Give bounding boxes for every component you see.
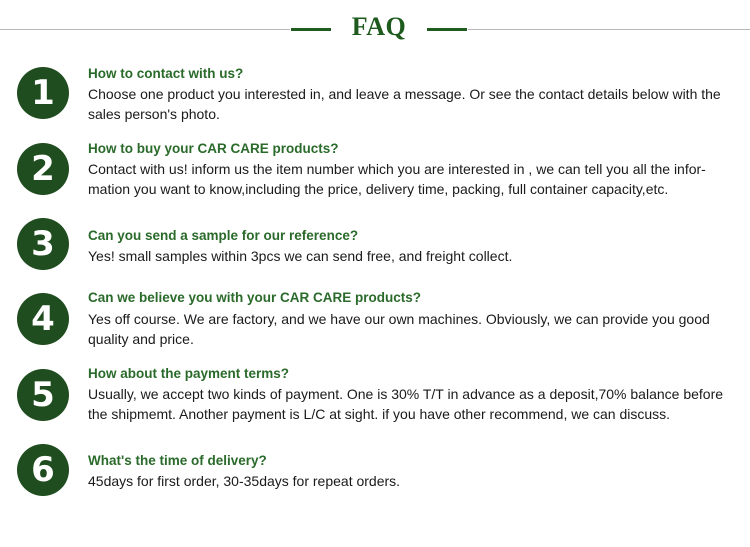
faq-header bbox=[0, 0, 750, 60]
header-accent-left bbox=[291, 28, 331, 31]
question-1: How to contact with us? bbox=[88, 66, 244, 81]
number-badge-6: 6 bbox=[17, 444, 69, 496]
answer-6: 45days for first order, 30-35days for repeat orders. bbox=[88, 473, 401, 489]
header-rule-left bbox=[0, 29, 290, 30]
header-rule-right bbox=[468, 29, 750, 30]
question-6: What's the time of delivery? bbox=[88, 453, 267, 468]
number-badge-5: 5 bbox=[17, 369, 69, 421]
question-2: How to buy your CAR CARE products? bbox=[88, 141, 339, 156]
header-accent-right bbox=[427, 28, 467, 31]
answer-1: Choose one product you interested in, and leave a message. Or see the contact details below with the sales person's photo. bbox=[88, 86, 721, 122]
question-4: Can we believe you with your CAR CARE products? bbox=[88, 290, 422, 305]
number-badge-2: 2 bbox=[17, 143, 69, 195]
number-badge-3: 3 bbox=[17, 218, 69, 270]
question-5: How about the payment terms? bbox=[88, 366, 290, 381]
answer-4: Yes off course. We are factory, and we have our own machines. Obviously, we can provide you good quality and price. bbox=[88, 311, 710, 347]
number-badge-4: 4 bbox=[17, 293, 69, 345]
page-title: FAQ bbox=[351, 12, 407, 41]
number-badge-1: 1 bbox=[17, 67, 69, 119]
answer-3: Yes! small samples within 3pcs we can send free, and freight collect. bbox=[88, 248, 513, 264]
answer-2: Contact with us! inform us the item number which you are interested in , we can tell you all the infor-mation you want to know,including the price, delivery time, packing, full container capacity,etc. bbox=[88, 161, 706, 197]
answer-5: Usually, we accept two kinds of payment. One is 30% T/T in advance as a deposit,70% balance before the shipmemt. Another payment is L/C at sight. if you have other recommend, we can discuss. bbox=[88, 386, 724, 422]
question-3: Can you send a sample for our reference? bbox=[88, 228, 359, 243]
